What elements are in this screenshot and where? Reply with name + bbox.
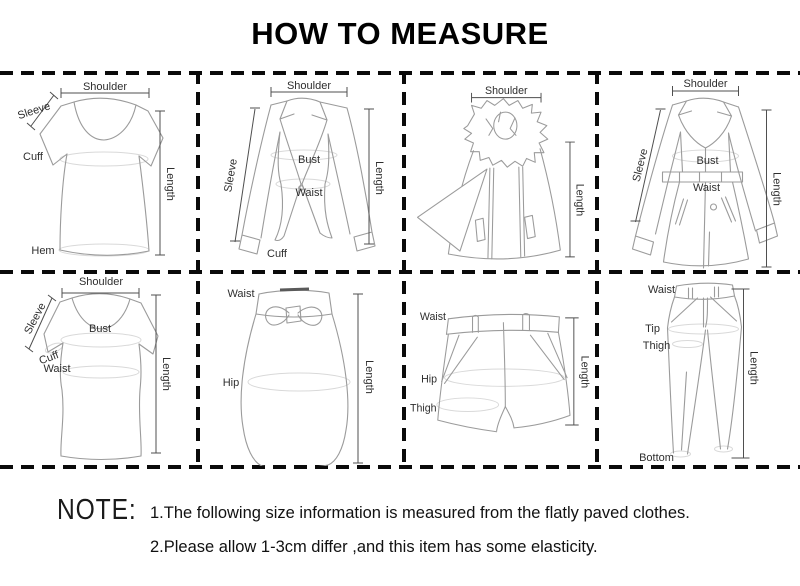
note-label: NOTE: [57, 494, 137, 526]
dress-label-waist: Waist [43, 363, 71, 375]
pants-label-bottom: Bottom [639, 452, 674, 464]
shorts-measure-lines [565, 318, 579, 425]
tshirt-label-cuff: Cuff [23, 151, 43, 163]
cape-label-length: Length [573, 183, 586, 217]
cape-label-shoulder: Shoulder [485, 84, 528, 97]
cape-diagram [404, 72, 597, 270]
measure-cell-cape [404, 72, 597, 270]
dress-diagram [0, 272, 200, 466]
blazer-label-length: Length [373, 161, 385, 195]
skirt-label-hip: Hip [222, 377, 240, 389]
tshirt-diagram [0, 72, 200, 270]
skirt-diagram [200, 272, 402, 466]
blazer-label-bust: Bust [297, 154, 321, 166]
trench-label-shoulder: Shoulder [683, 78, 728, 90]
skirt-outline [241, 290, 348, 466]
skirt-label-length: Length [363, 360, 375, 394]
cape-fur-collar [464, 99, 548, 168]
dress-label-length: Length [160, 357, 172, 391]
measure-cell-trench [599, 72, 800, 270]
blazer-label-waist: Waist [295, 187, 323, 199]
tshirt-label-sleeve: Sleeve [16, 100, 52, 123]
pants-label-thigh: Thigh [642, 340, 671, 352]
pants-measure-lines [732, 289, 750, 458]
pants-label-waist: Waist [647, 284, 676, 296]
trench-label-bust: Bust [696, 155, 719, 167]
dress-outline [44, 294, 158, 460]
shorts-label-waist: Waist [419, 310, 447, 323]
pants-outline [668, 283, 742, 454]
pants-label-length: Length [747, 351, 760, 385]
skirt-waistband-mark [280, 289, 309, 290]
blazer-label-sleeve: Sleeve [222, 157, 240, 194]
trench-label-waist: Waist [692, 182, 721, 194]
blazer-label-cuff: Cuff [267, 248, 287, 260]
note-line-2: 2.Please allow 1-3cm differ ,and this item has some elasticity. [150, 537, 598, 556]
trench-label-sleeve: Sleeve [630, 147, 651, 184]
tshirt-outline [40, 98, 163, 255]
tshirt-label-length: Length [164, 167, 176, 201]
skirt-measure-lines [353, 294, 363, 463]
page-title: HOW TO MEASURE [251, 16, 549, 51]
pants-label-tip: Tip [645, 323, 660, 335]
measure-cell-skirt [200, 272, 402, 466]
trench-label-length: Length [770, 172, 783, 206]
measure-cell-blazer [200, 72, 402, 270]
skirt-label-waist: Waist [227, 288, 255, 300]
shorts-label-length: Length [578, 355, 591, 389]
shorts-guide-ellipses [437, 369, 564, 411]
note-line-1: 1.The following size information is measured from the flatly paved clothes. [150, 503, 690, 522]
shorts-diagram [404, 272, 597, 466]
trench-diagram [599, 72, 800, 270]
dress-label-bust: Bust [88, 323, 112, 335]
measure-cell-pants [599, 272, 800, 466]
tshirt-measure-lines [27, 88, 165, 255]
dress-label-cuff: Cuff [37, 349, 61, 368]
tshirt-label-shoulder: Shoulder [82, 81, 128, 93]
measure-cell-tshirt [0, 72, 200, 270]
shorts-label-hip: Hip [421, 373, 438, 386]
skirt-guide-ellipses [248, 373, 350, 391]
measure-cell-dress [0, 272, 200, 466]
shorts-label-thigh: Thigh [410, 402, 437, 415]
blazer-outline [239, 98, 375, 254]
dress-label-sleeve: Sleeve [22, 300, 49, 337]
blazer-diagram [200, 72, 402, 270]
tshirt-guide-ellipses [59, 152, 149, 256]
measure-cell-shorts [404, 272, 597, 466]
blazer-label-shoulder: Shoulder [286, 80, 332, 92]
tshirt-label-hem: Hem [31, 245, 55, 257]
pants-diagram [599, 272, 800, 466]
dress-label-shoulder: Shoulder [78, 276, 124, 288]
